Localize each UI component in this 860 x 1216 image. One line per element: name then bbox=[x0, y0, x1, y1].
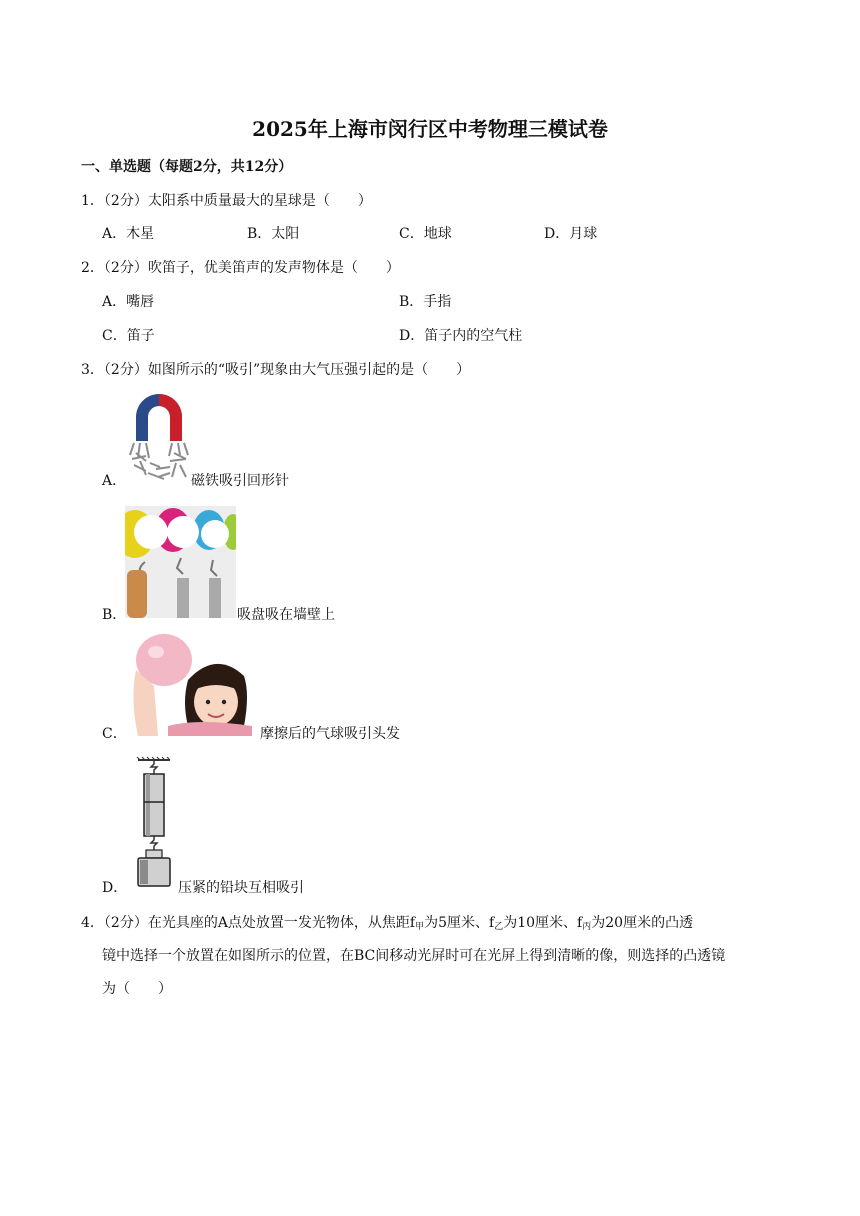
girl-balloon-image bbox=[128, 630, 252, 736]
q3-option-b-letter: B． bbox=[102, 607, 127, 623]
q2-option-a: A．嘴唇 bbox=[102, 294, 155, 310]
q4-text-c: 为10厘米、f bbox=[503, 915, 583, 931]
q1-option-c: C．地球 bbox=[399, 226, 452, 242]
question-4-line-1 bbox=[81, 912, 693, 932]
q4-text-d: 为20厘米的凸透 bbox=[591, 915, 694, 931]
q1-option-b: B．太阳 bbox=[247, 226, 300, 242]
q3-option-a-letter: A． bbox=[102, 473, 127, 489]
q3-option-c-caption: 摩擦后的气球吸引头发 bbox=[260, 726, 400, 742]
q2-option-b: B．手指 bbox=[399, 294, 452, 310]
q4-text-a: 4．（2分）在光具座的A点处放置一发光物体，从焦距f bbox=[81, 915, 416, 931]
q1-option-d: D．月球 bbox=[544, 226, 598, 242]
q3-option-d-letter: D． bbox=[102, 880, 128, 896]
q4-sub-bing: 丙 bbox=[582, 922, 592, 932]
q4-sub-jia: 甲 bbox=[415, 922, 425, 932]
question-4-line-2: 镜中选择一个放置在如图所示的位置，在BC间移动光屏时可在光屏上得到清晰的像，则选择的凸透镜 bbox=[102, 948, 726, 964]
q3-option-c-letter: C． bbox=[102, 726, 127, 742]
lead-blocks-image bbox=[134, 756, 174, 888]
question-3-stem: 3．（2分）如图所示的“吸引”现象由大气压强引起的是（ ） bbox=[81, 362, 471, 378]
page-title: 2025年上海市闵行区中考物理三模试卷 bbox=[252, 117, 608, 141]
question-4-line-3: 为（ ） bbox=[102, 981, 172, 997]
q3-option-d-caption: 压紧的铅块互相吸引 bbox=[178, 880, 304, 896]
question-1-stem: 1．（2分）太阳系中质量最大的星球是（ ） bbox=[81, 193, 372, 209]
q4-text-b: 为5厘米、f bbox=[424, 915, 495, 931]
q2-option-d: D．笛子内的空气柱 bbox=[399, 328, 523, 344]
q3-option-b-caption: 吸盘吸在墙壁上 bbox=[237, 607, 335, 623]
magnet-paperclips-image bbox=[128, 393, 190, 485]
suction-hooks-image bbox=[125, 506, 236, 618]
question-2-stem: 2．（2分）吹笛子，优美笛声的发声物体是（ ） bbox=[81, 260, 400, 276]
q3-option-a-caption: 磁铁吸引回形针 bbox=[191, 473, 289, 489]
q2-option-c: C．笛子 bbox=[102, 328, 155, 344]
q4-sub-yi: 乙 bbox=[494, 922, 504, 932]
section-heading: 一、单选题（每题2分，共12分） bbox=[81, 159, 293, 175]
q1-option-a: A．木星 bbox=[102, 226, 155, 242]
